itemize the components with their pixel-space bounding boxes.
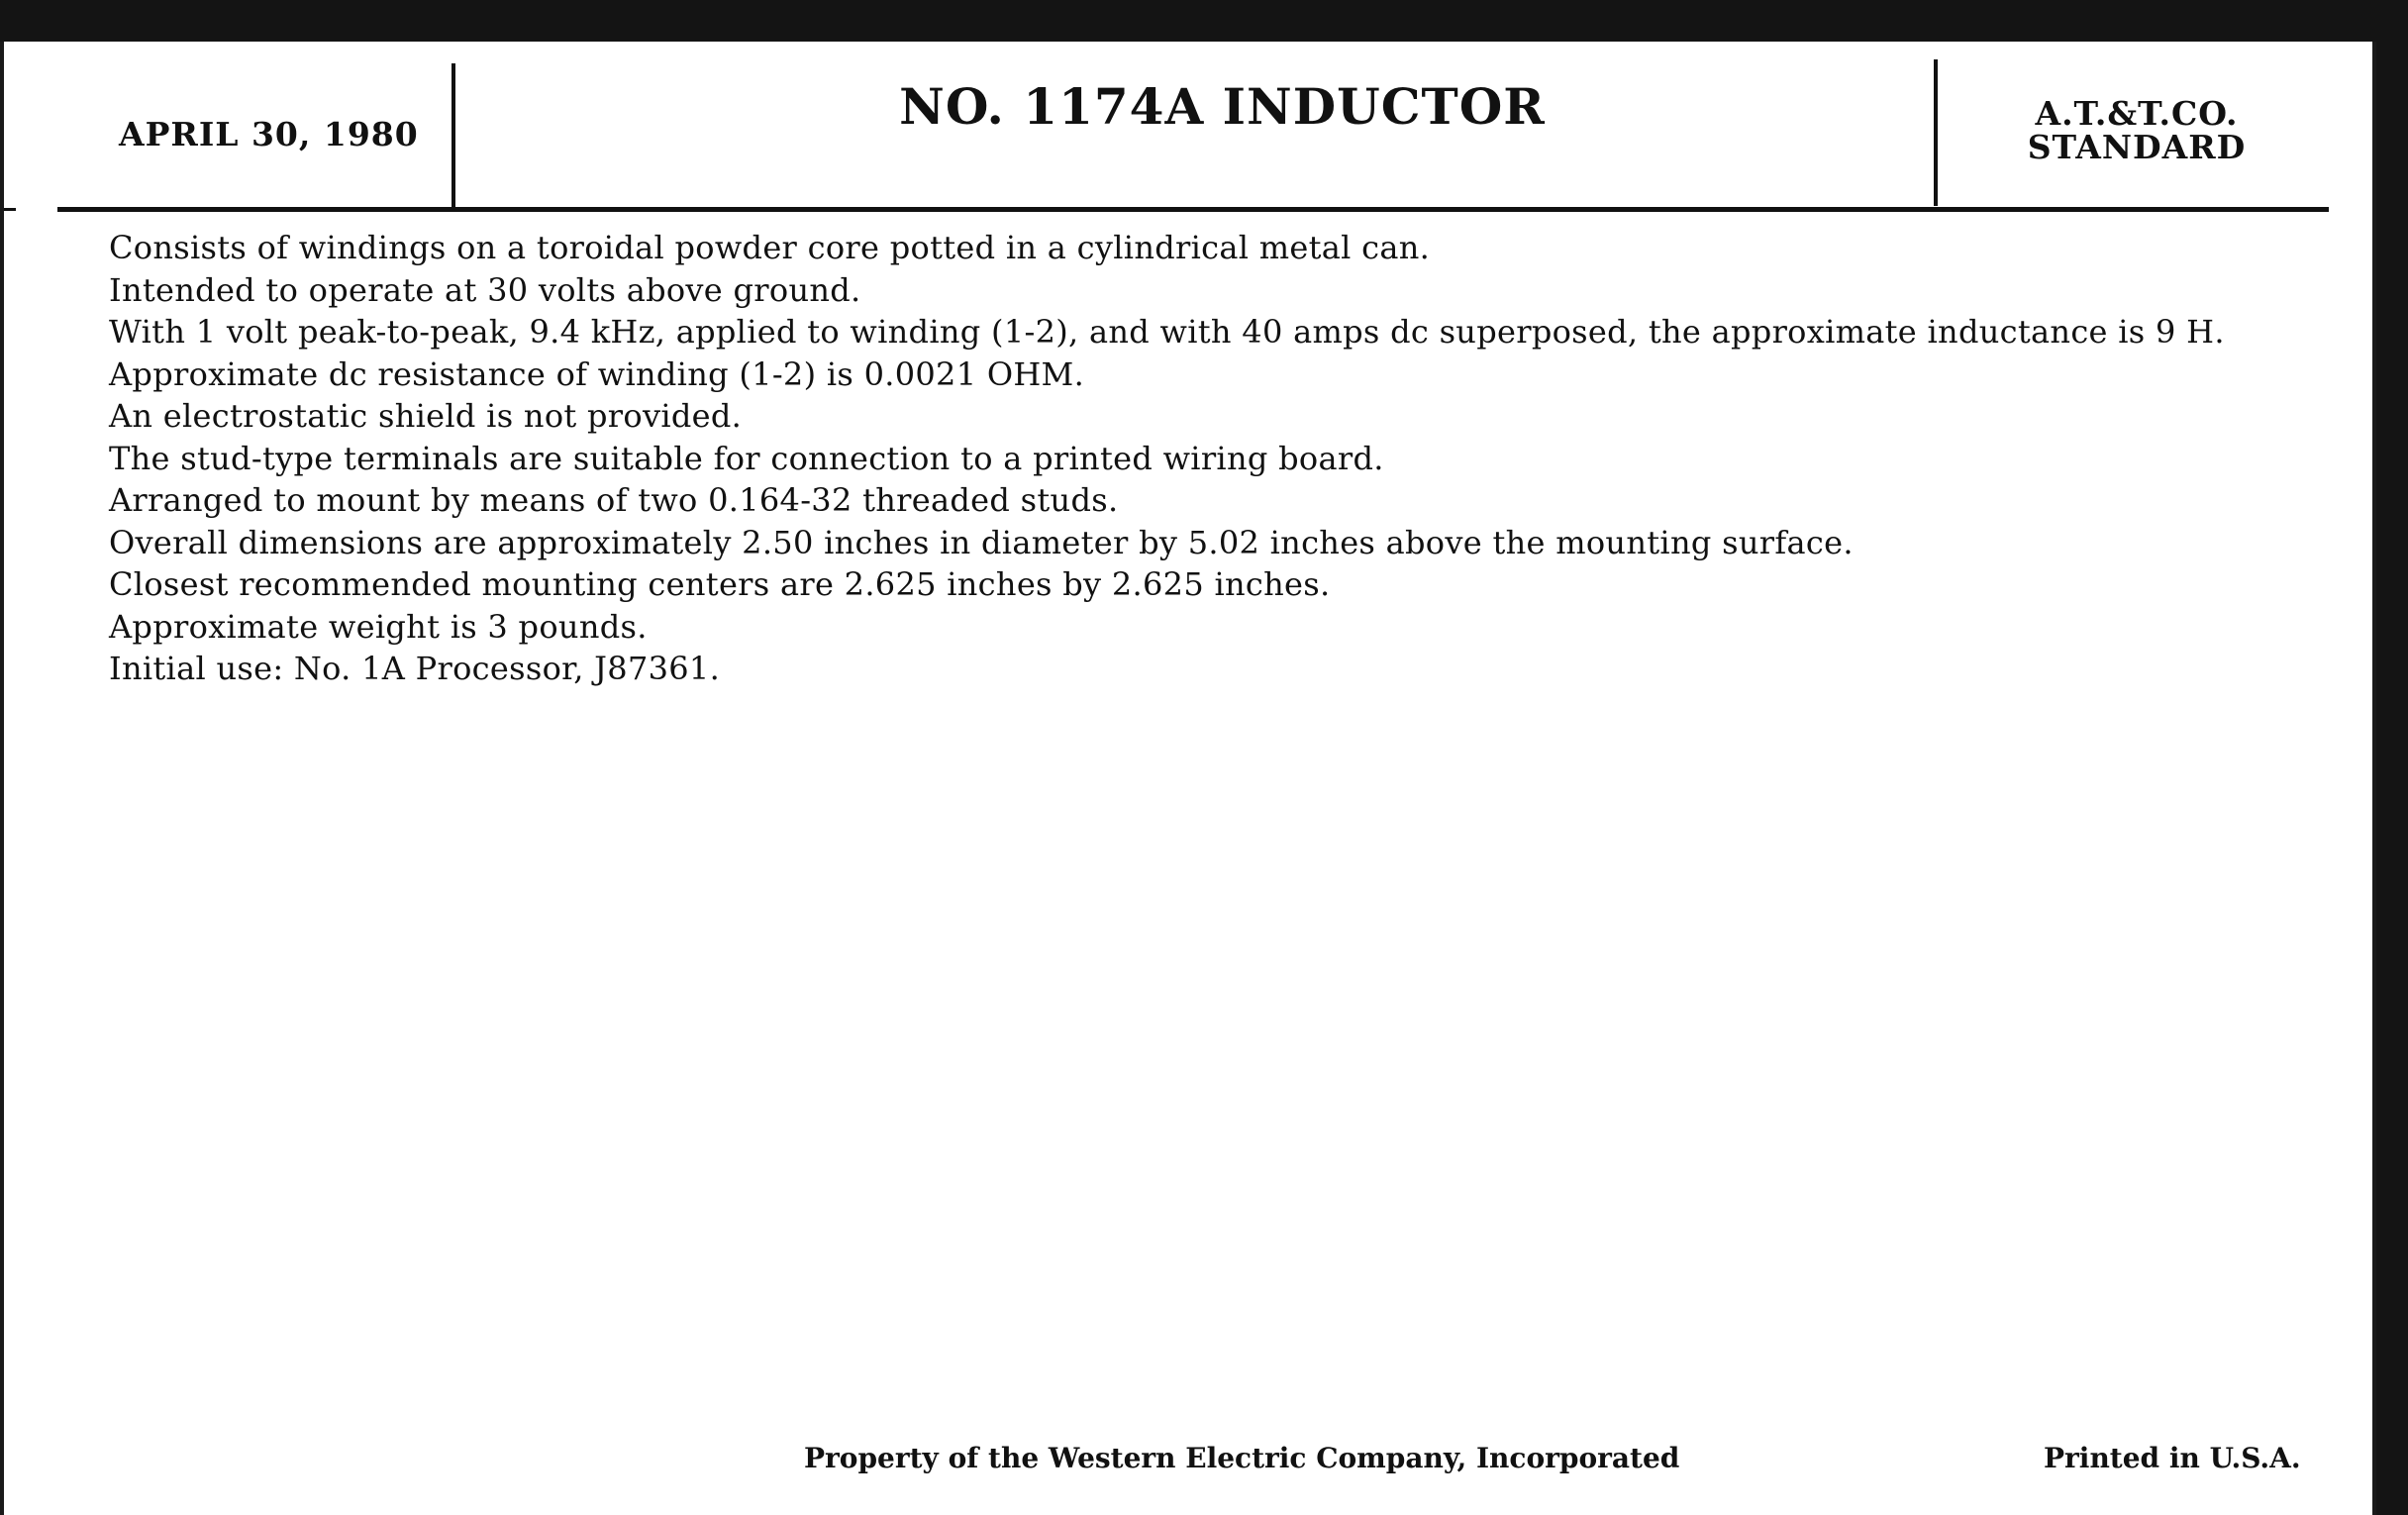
spec-line: The stud-type terminals are suitable for connection to a printed wiring board.	[109, 439, 1384, 477]
header-divider-left	[452, 63, 455, 212]
header-divider-right	[1934, 59, 1938, 206]
ownership-notice: Property of the Western Electric Company, Incorporated	[804, 1442, 1680, 1474]
spec-line: An electrostatic shield is not provided.	[109, 397, 743, 435]
printed-notice: Printed in U.S.A.	[2044, 1442, 2301, 1474]
spec-line: Approximate dc resistance of winding (1-2) is 0.0021 OHM.	[109, 354, 1085, 393]
spec-line: Intended to operate at 30 volts above ground.	[109, 270, 861, 309]
spec-line: With 1 volt peak-to-peak, 9.4 kHz, applied to winding (1-2), and with 40 amps dc superposed, the approximate inductance is 9 H.	[109, 313, 2225, 351]
spec-line: Initial use: No. 1A Processor, J87361.	[109, 650, 721, 687]
spec-line: Overall dimensions are approximately 2.50 inches in diameter by 5.02 inches above the mounting surface.	[109, 523, 1854, 561]
specification-card	[4, 42, 2372, 1515]
issue-date: APRIL 30, 1980	[119, 115, 419, 153]
standard-label-line1: A.T.&T.CO.	[2035, 94, 2239, 133]
scan-border-right	[2376, 0, 2408, 1515]
scan-border-top	[0, 0, 2408, 42]
standard-label	[1944, 94, 2330, 166]
document-title: NO. 1174A INDUCTOR	[899, 77, 1546, 136]
standard-label-line2: STANDARD	[2027, 128, 2247, 166]
spec-line: Closest recommended mounting centers are 2.625 inches by 2.625 inches.	[109, 565, 1331, 603]
spec-line: Consists of windings on a toroidal powder core potted in a cylindrical metal can.	[109, 229, 1431, 266]
card-header	[57, 42, 2337, 212]
header-rule	[57, 207, 2329, 212]
margin-tick	[4, 208, 16, 211]
spec-line: Arranged to mount by means of two 0.164-32 threaded studs.	[109, 481, 1119, 519]
spec-line: Approximate weight is 3 pounds.	[109, 607, 648, 646]
specification-list	[109, 228, 2302, 691]
